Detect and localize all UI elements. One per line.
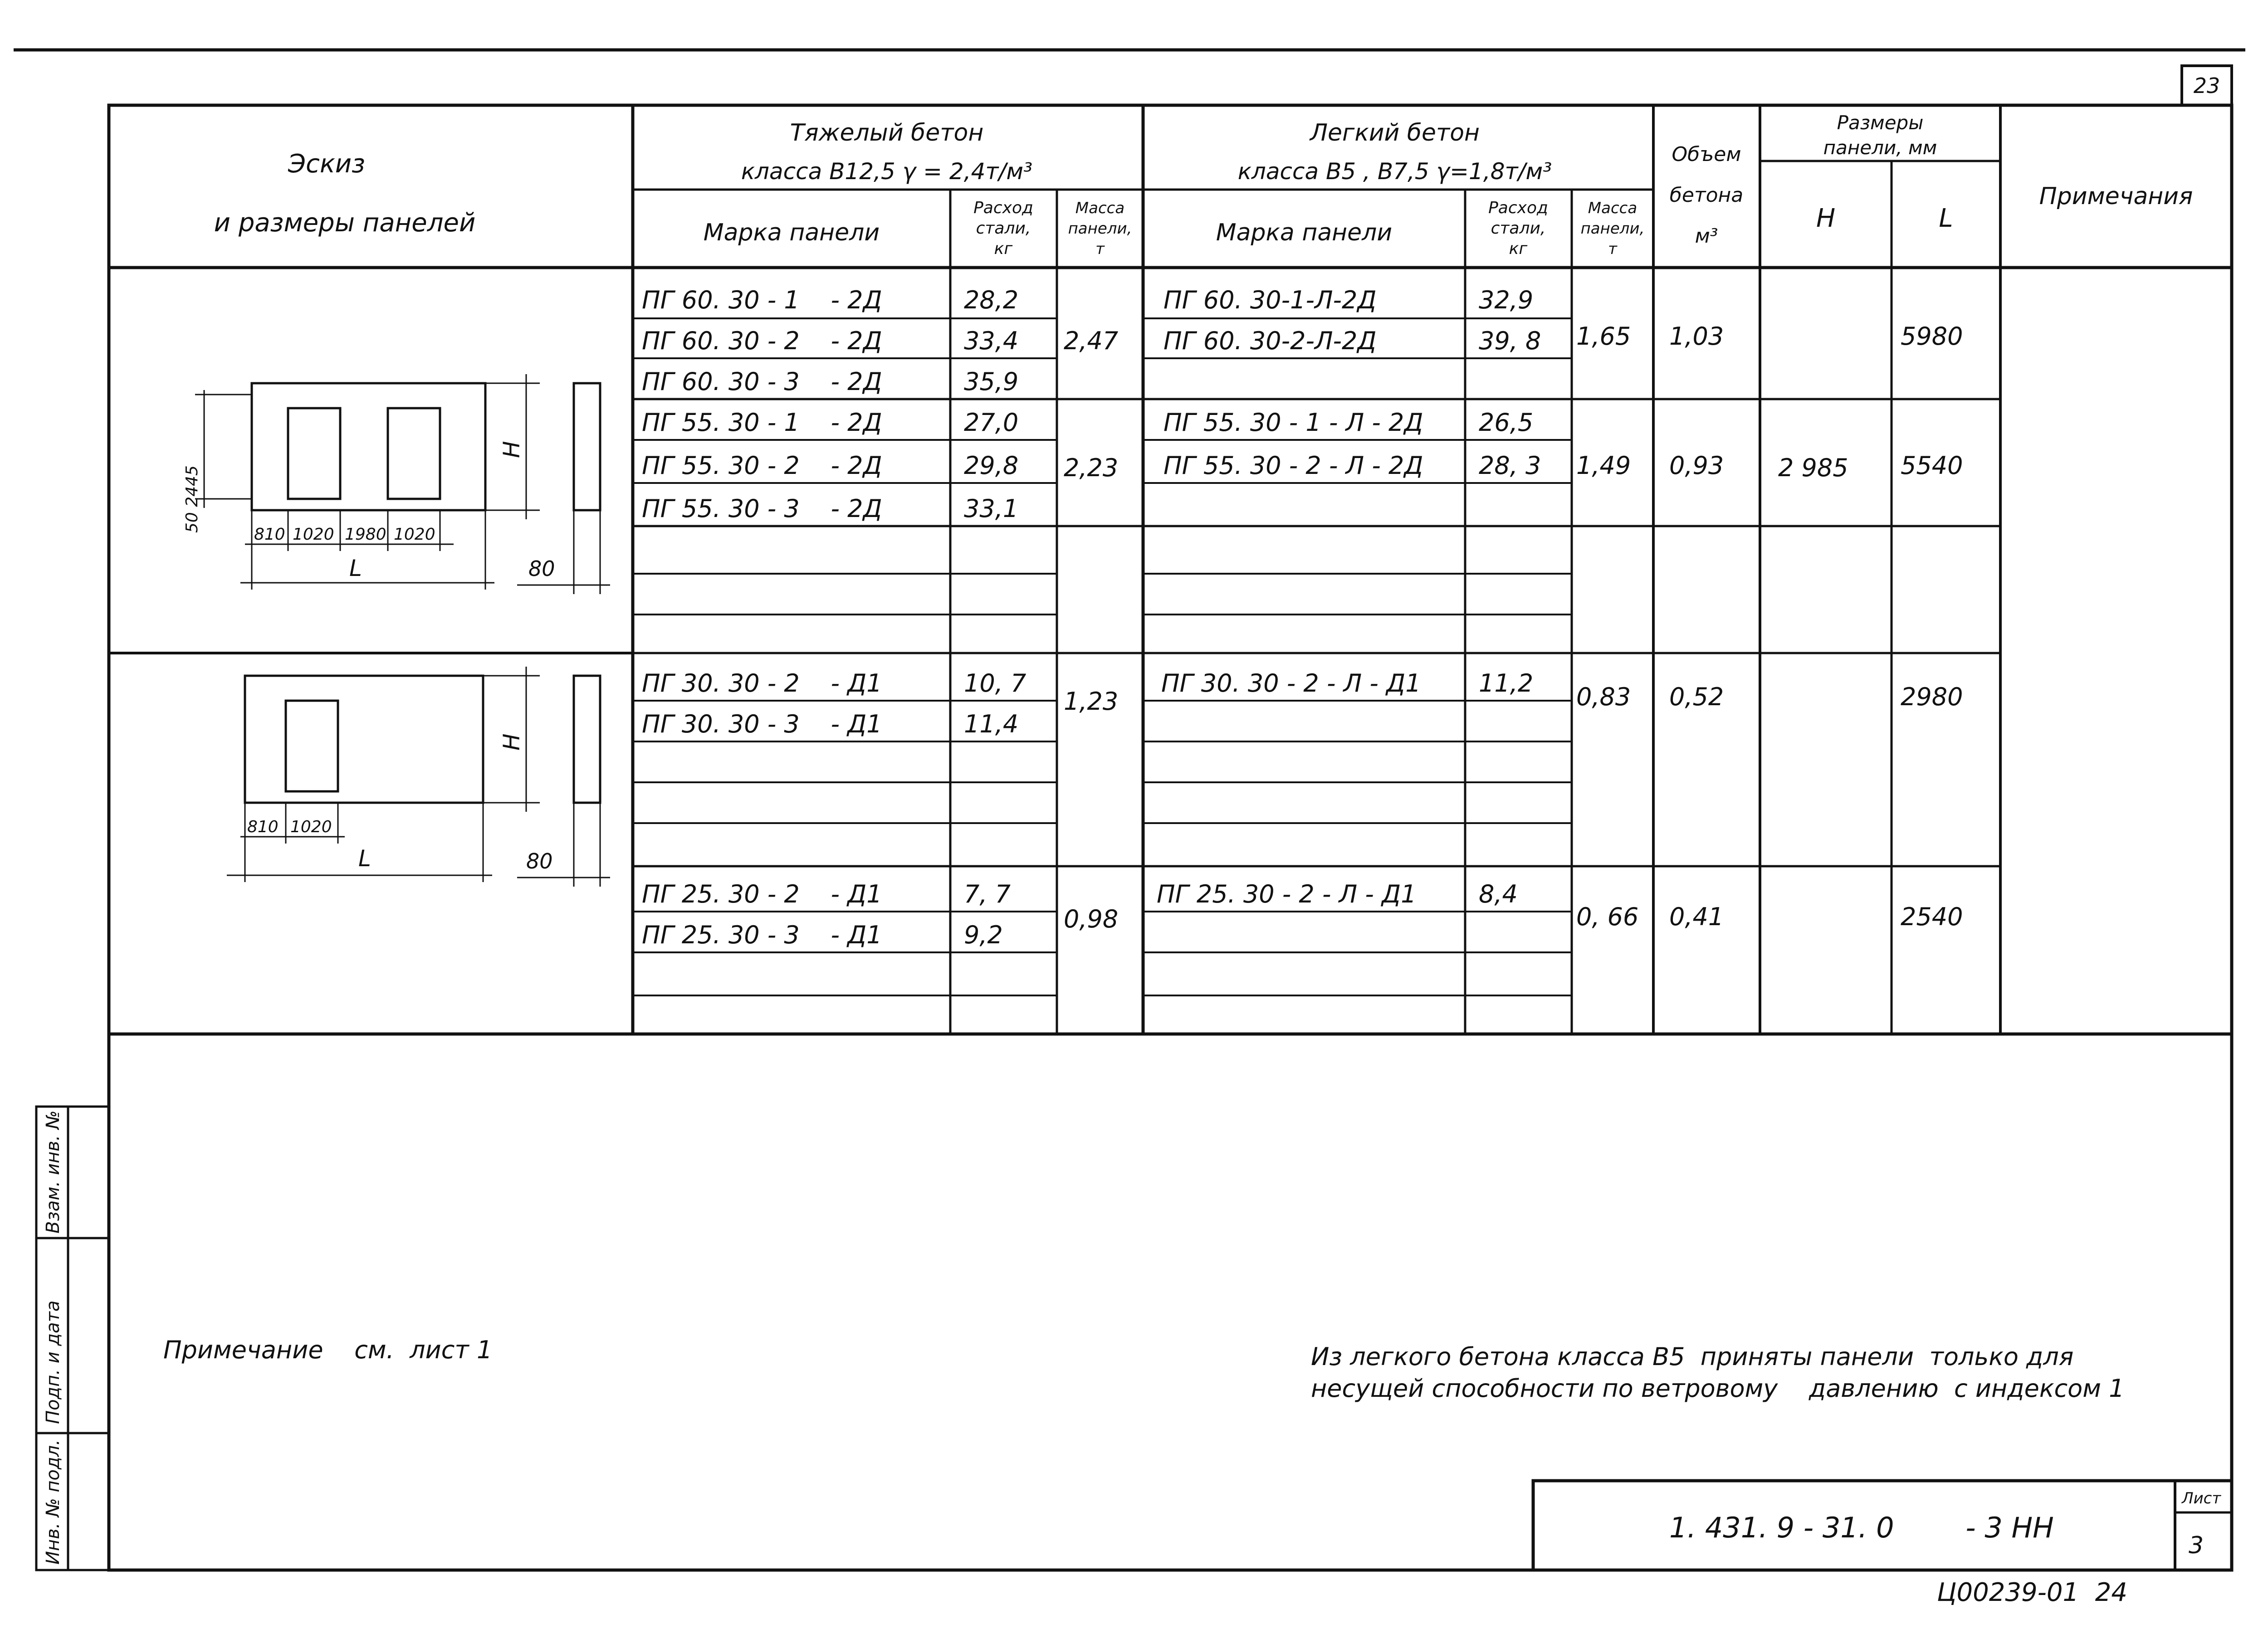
header-heavy-steel-3: кг: [994, 239, 1013, 258]
heavy-steel: 35,9: [964, 367, 1019, 396]
g60-heavy-mass: 2,47: [1064, 327, 1119, 355]
sketch1-dim-810: 810: [254, 525, 285, 544]
light-steel: 32,9: [1479, 286, 1534, 314]
table-row: [642, 710, 1018, 738]
heavy-mark: ПГ 60. 30 - 1 - 2Д: [642, 286, 882, 314]
heavy-steel: 10, 7: [964, 669, 1026, 697]
heavy-mark: ПГ 30. 30 - 3 - Д1: [642, 710, 882, 738]
header-notes: Примечания: [2039, 183, 2193, 210]
panel-height: 2 985: [1778, 454, 1848, 482]
header-light-concrete: Легкий бетон: [1310, 119, 1480, 146]
light-mark: ПГ 30. 30 - 2 - Л - Д1: [1161, 669, 1421, 697]
header-heavy-steel-2: стали,: [976, 219, 1031, 238]
table-row: [642, 494, 1018, 523]
header-sizes-1: Размеры: [1837, 112, 1924, 134]
heavy-mark: ПГ 25. 30 - 3 - Д1: [642, 921, 882, 949]
light-steel: 39, 8: [1479, 327, 1541, 355]
g25-heavy-mass: 0,98: [1064, 905, 1119, 933]
light-steel: 26,5: [1479, 408, 1534, 437]
table-row: [642, 921, 1003, 949]
g25-volume: 0,41: [1669, 902, 1724, 931]
sketch2-dim-thickness: 80: [526, 849, 553, 873]
sketch1-dim-thickness: 80: [528, 556, 555, 581]
header-light-brand: Марка панели: [1216, 219, 1393, 246]
header-light-mass-3: т: [1608, 240, 1617, 258]
heavy-steel: 9,2: [964, 921, 1003, 949]
light-mark: ПГ 55. 30 - 2 - Л - 2Д: [1163, 451, 1423, 480]
sketch2-dim-810: 810: [247, 818, 279, 836]
table-row: [642, 286, 1533, 314]
table-row: [642, 367, 1018, 396]
header-heavy-brand: Марка панели: [703, 219, 880, 246]
header-light-steel-2: стали,: [1491, 219, 1546, 238]
g55-heavy-mass: 2,23: [1064, 454, 1119, 482]
g55-light-mass: 1,49: [1576, 451, 1631, 480]
archive-code: Ц00239-01 24: [1937, 1578, 2127, 1607]
light-mark: ПГ 60. 30-1-Л-2Д: [1163, 286, 1377, 314]
heavy-steel: 33,4: [964, 327, 1019, 355]
sketch1-dim-1020b: 1020: [394, 525, 435, 544]
table-header: [214, 112, 2193, 258]
light-steel: 11,2: [1479, 669, 1534, 697]
sketch-panel-two-openings: [183, 374, 610, 594]
header-sizes-2: панели, мм: [1823, 137, 1937, 159]
header-H: Н: [1816, 204, 1836, 233]
header-light-class: класса В5 , В7,5 γ=1,8т/м³: [1237, 158, 1552, 185]
stamp-original-inventory: Инв. № подл.: [43, 1439, 64, 1565]
g25-length: 2540: [1901, 902, 1963, 931]
g55-volume: 0,93: [1669, 451, 1724, 480]
heavy-steel: 33,1: [964, 494, 1019, 523]
sketch1-dim-H: Н: [499, 441, 525, 458]
g60-light-mass: 1,65: [1576, 322, 1631, 351]
g60-length: 5980: [1901, 322, 1963, 351]
heavy-mark: ПГ 55. 30 - 3 - 2Д: [642, 494, 882, 523]
heavy-steel: 7, 7: [964, 880, 1011, 908]
sketch1-dim-L: L: [349, 555, 362, 581]
g30-length: 2980: [1901, 683, 1963, 711]
heavy-mark: ПГ 55. 30 - 1 - 2Д: [642, 408, 882, 437]
light-mark: ПГ 55. 30 - 1 - Л - 2Д: [1163, 408, 1423, 437]
light-steel: 28, 3: [1479, 451, 1541, 480]
sketch1-dim-side: 50 2445: [183, 465, 201, 533]
g30-volume: 0,52: [1669, 683, 1724, 711]
stamp-replaced-inventory: Взам. инв. №: [43, 1110, 64, 1234]
document-code: 1. 431. 9 - 31. 0 - 3 НН: [1669, 1511, 2054, 1544]
header-light-mass-2: панели,: [1580, 219, 1645, 238]
header-L: L: [1939, 204, 1953, 233]
header-sketch-line2: и размеры панелей: [214, 208, 476, 238]
sheet-number: 3: [2189, 1532, 2204, 1559]
header-heavy-mass-2: панели,: [1068, 219, 1132, 238]
header-sketch-line1: Эскиз: [288, 149, 365, 179]
sketch2-dim-1020: 1020: [290, 818, 332, 836]
table-rows: [642, 286, 1963, 949]
heavy-mark: ПГ 60. 30 - 2 - 2Д: [642, 327, 882, 355]
header-light-steel-3: кг: [1509, 239, 1528, 258]
header-heavy-mass-3: т: [1095, 240, 1105, 258]
header-heavy-mass-1: Масса: [1075, 199, 1125, 217]
table-row: [642, 408, 1533, 437]
sheet-label: Лист: [2182, 1489, 2221, 1507]
g25-light-mass: 0, 66: [1576, 902, 1639, 931]
top-sheet-number: 23: [2193, 73, 2220, 98]
heavy-steel: 11,4: [964, 710, 1019, 738]
g30-heavy-mass: 1,23: [1064, 687, 1119, 716]
sketch2-dim-H: Н: [499, 733, 525, 751]
sketch-panel-one-opening: [227, 667, 610, 887]
header-volume-3: м³: [1695, 224, 1718, 248]
sketch2-dim-L: L: [358, 845, 371, 872]
sketch1-dim-1020a: 1020: [293, 525, 334, 544]
header-volume-2: бетона: [1669, 184, 1744, 207]
heavy-mark: ПГ 30. 30 - 2 - Д1: [642, 669, 882, 697]
heavy-steel: 28,2: [964, 286, 1019, 314]
header-heavy-class: класса В12,5 γ = 2,4т/м³: [741, 158, 1033, 185]
g60-volume: 1,03: [1669, 322, 1724, 351]
sketch1-dim-1980: 1980: [345, 525, 386, 544]
header-heavy-concrete: Тяжелый бетон: [790, 119, 984, 146]
header-heavy-steel-1: Расход: [973, 199, 1033, 217]
light-mark: ПГ 60. 30-2-Л-2Д: [1163, 327, 1377, 355]
heavy-steel: 29,8: [964, 451, 1019, 480]
note-right-line1: Из легкого бетона класса В5 приняты панели только для: [1311, 1342, 2074, 1371]
heavy-mark: ПГ 25. 30 - 2 - Д1: [642, 880, 882, 908]
heavy-steel: 27,0: [964, 408, 1019, 437]
light-mark: ПГ 25. 30 - 2 - Л - Д1: [1157, 880, 1417, 908]
header-light-mass-1: Масса: [1588, 199, 1637, 217]
header-volume-1: Объем: [1672, 143, 1741, 166]
note-right-line2: несущей способности по ветровому давлению с индексом 1: [1311, 1374, 2125, 1403]
light-steel: 8,4: [1479, 880, 1518, 908]
table-row: [642, 880, 1518, 908]
heavy-mark: ПГ 55. 30 - 2 - 2Д: [642, 451, 882, 480]
note-left: Примечание см. лист 1: [163, 1336, 493, 1364]
heavy-mark: ПГ 60. 30 - 3 - 2Д: [642, 367, 882, 396]
g55-length: 5540: [1901, 451, 1963, 480]
g30-light-mass: 0,83: [1576, 683, 1631, 711]
stamp-signature-date: Подп. и дата: [43, 1300, 64, 1424]
header-light-steel-1: Расход: [1488, 199, 1548, 217]
